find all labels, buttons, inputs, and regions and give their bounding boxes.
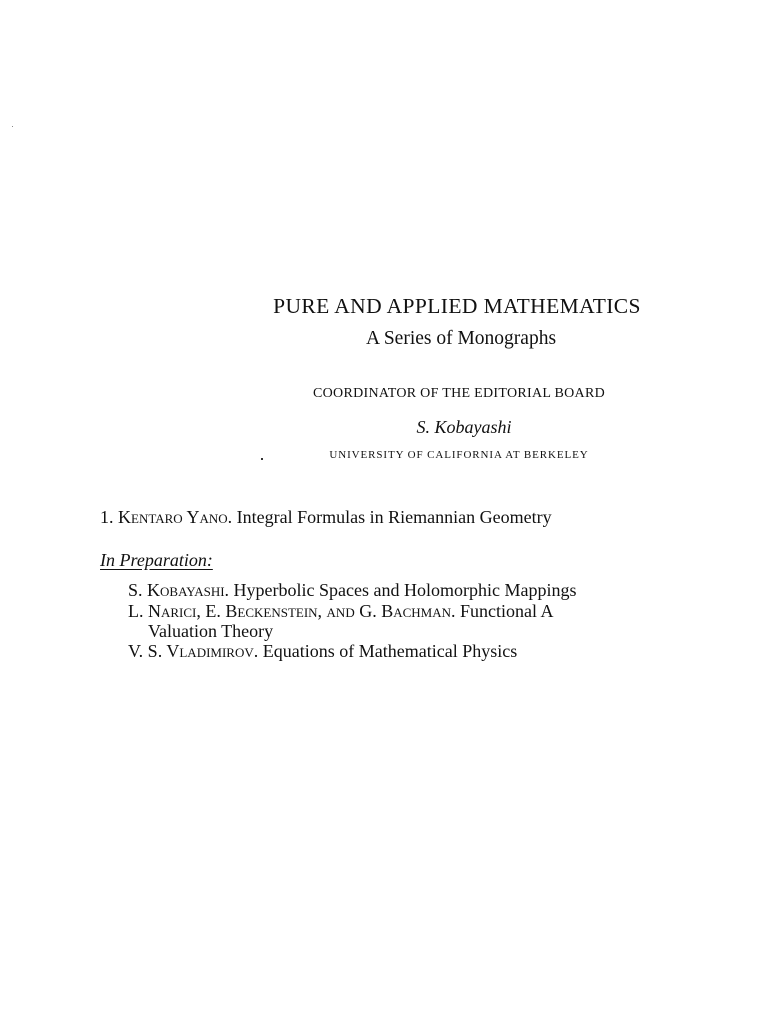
volume-number: 1. [100,507,114,527]
series-subtitle: A Series of Monographs [365,328,557,349]
volume-entry [100,507,552,528]
editorial-board-label: COORDINATOR OF THE EDITORIAL BOARD [312,386,606,401]
volume-title: Integral Formulas in Riemannian Geometry [236,507,552,527]
prep-item [128,641,517,662]
scan-speck [12,126,13,127]
prep-author: V. S. Vladimirov. [128,641,259,661]
in-preparation-label: In Preparation: [100,550,213,570]
volume-author: Kentaro Yano. [118,507,233,527]
prep-item [128,601,554,622]
prep-author: L. Narici, E. Beckenstein, and G. Bachman. [128,601,456,621]
coordinator-name: S. Kobayashi [416,417,512,437]
prep-author: S. Kobayashi. [128,580,230,600]
prep-item [128,580,576,601]
prep-title: Functional A [460,601,554,621]
prep-title: Equations of Mathematical Physics [262,641,518,661]
prep-title: Hyperbolic Spaces and Holomorphic Mappings [233,580,577,600]
prep-title-continuation: Valuation Theory [148,621,274,641]
series-title: PURE AND APPLIED MATHEMATICS [273,294,641,318]
coordinator-affiliation: UNIVERSITY OF CALIFORNIA AT BERKELEY [329,449,589,461]
in-preparation-heading [100,550,213,571]
